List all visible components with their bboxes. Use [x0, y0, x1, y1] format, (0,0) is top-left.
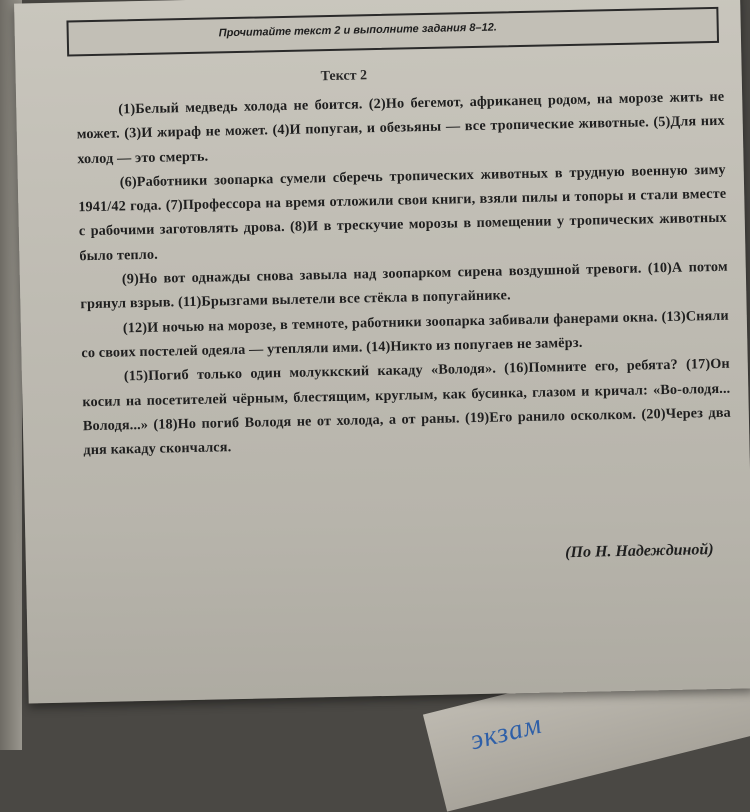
text-body	[76, 85, 731, 463]
textbook-page	[14, 0, 750, 703]
handwritten-note: экзам	[467, 708, 546, 757]
text-title: Текст 2	[320, 68, 368, 85]
paragraph-5: (15)Погиб только один молуккский какаду «Володя». (16)Помните его, ребята? (17)Он косил на посетителей чёрным, блестящим, круглым, как бусинка, глазом и кричал: «Во-олодя... Володя...» (18)Но погиб Володя не от холода, а от раны. (19)Его ранило осколком. (20)Через два дня какаду скончался.	[82, 355, 731, 459]
paragraph-4: (12)И ночью на морозе, в темноте, работники зоопарка забивали фанерами окна. (13)Сняли со своих постелей одеяла — утепляли ими. (14)Никто из попугаев не замёрз.	[81, 307, 729, 362]
instruction-text: Прочитайте текст 2 и выполните задания 8–12.	[218, 21, 497, 40]
paragraph-1: (1)Белый медведь холода не боится. (2)Но бегемот, африканец родом, на морозе жить не может. (3)И жираф не может. (4)И попугаи, и обезьяны — все тропические животные. (5)Для них холод — это смерть.	[76, 88, 725, 167]
paragraph-2: (6)Работники зоопарка сумели сберечь тропических животных в трудную военную зиму 1941/42 года. (7)Профессора на время отложили свои книги, взяли пилы и топоры и стали вместе с рабочими заготовлять дрова. (8)И в трескучие морозы в помещении у тропических животных было тепло.	[78, 161, 727, 265]
source-attribution: (По Н. Надеждиной)	[565, 541, 714, 562]
instruction-box	[66, 7, 719, 57]
paragraph-3: (9)Но вот однажды снова завыла над зоопарком сирена воздушной тревоги. (10)А потом грянул взрыв. (11)Брызгами вылетели все стёкла в попугайнике.	[80, 258, 728, 313]
